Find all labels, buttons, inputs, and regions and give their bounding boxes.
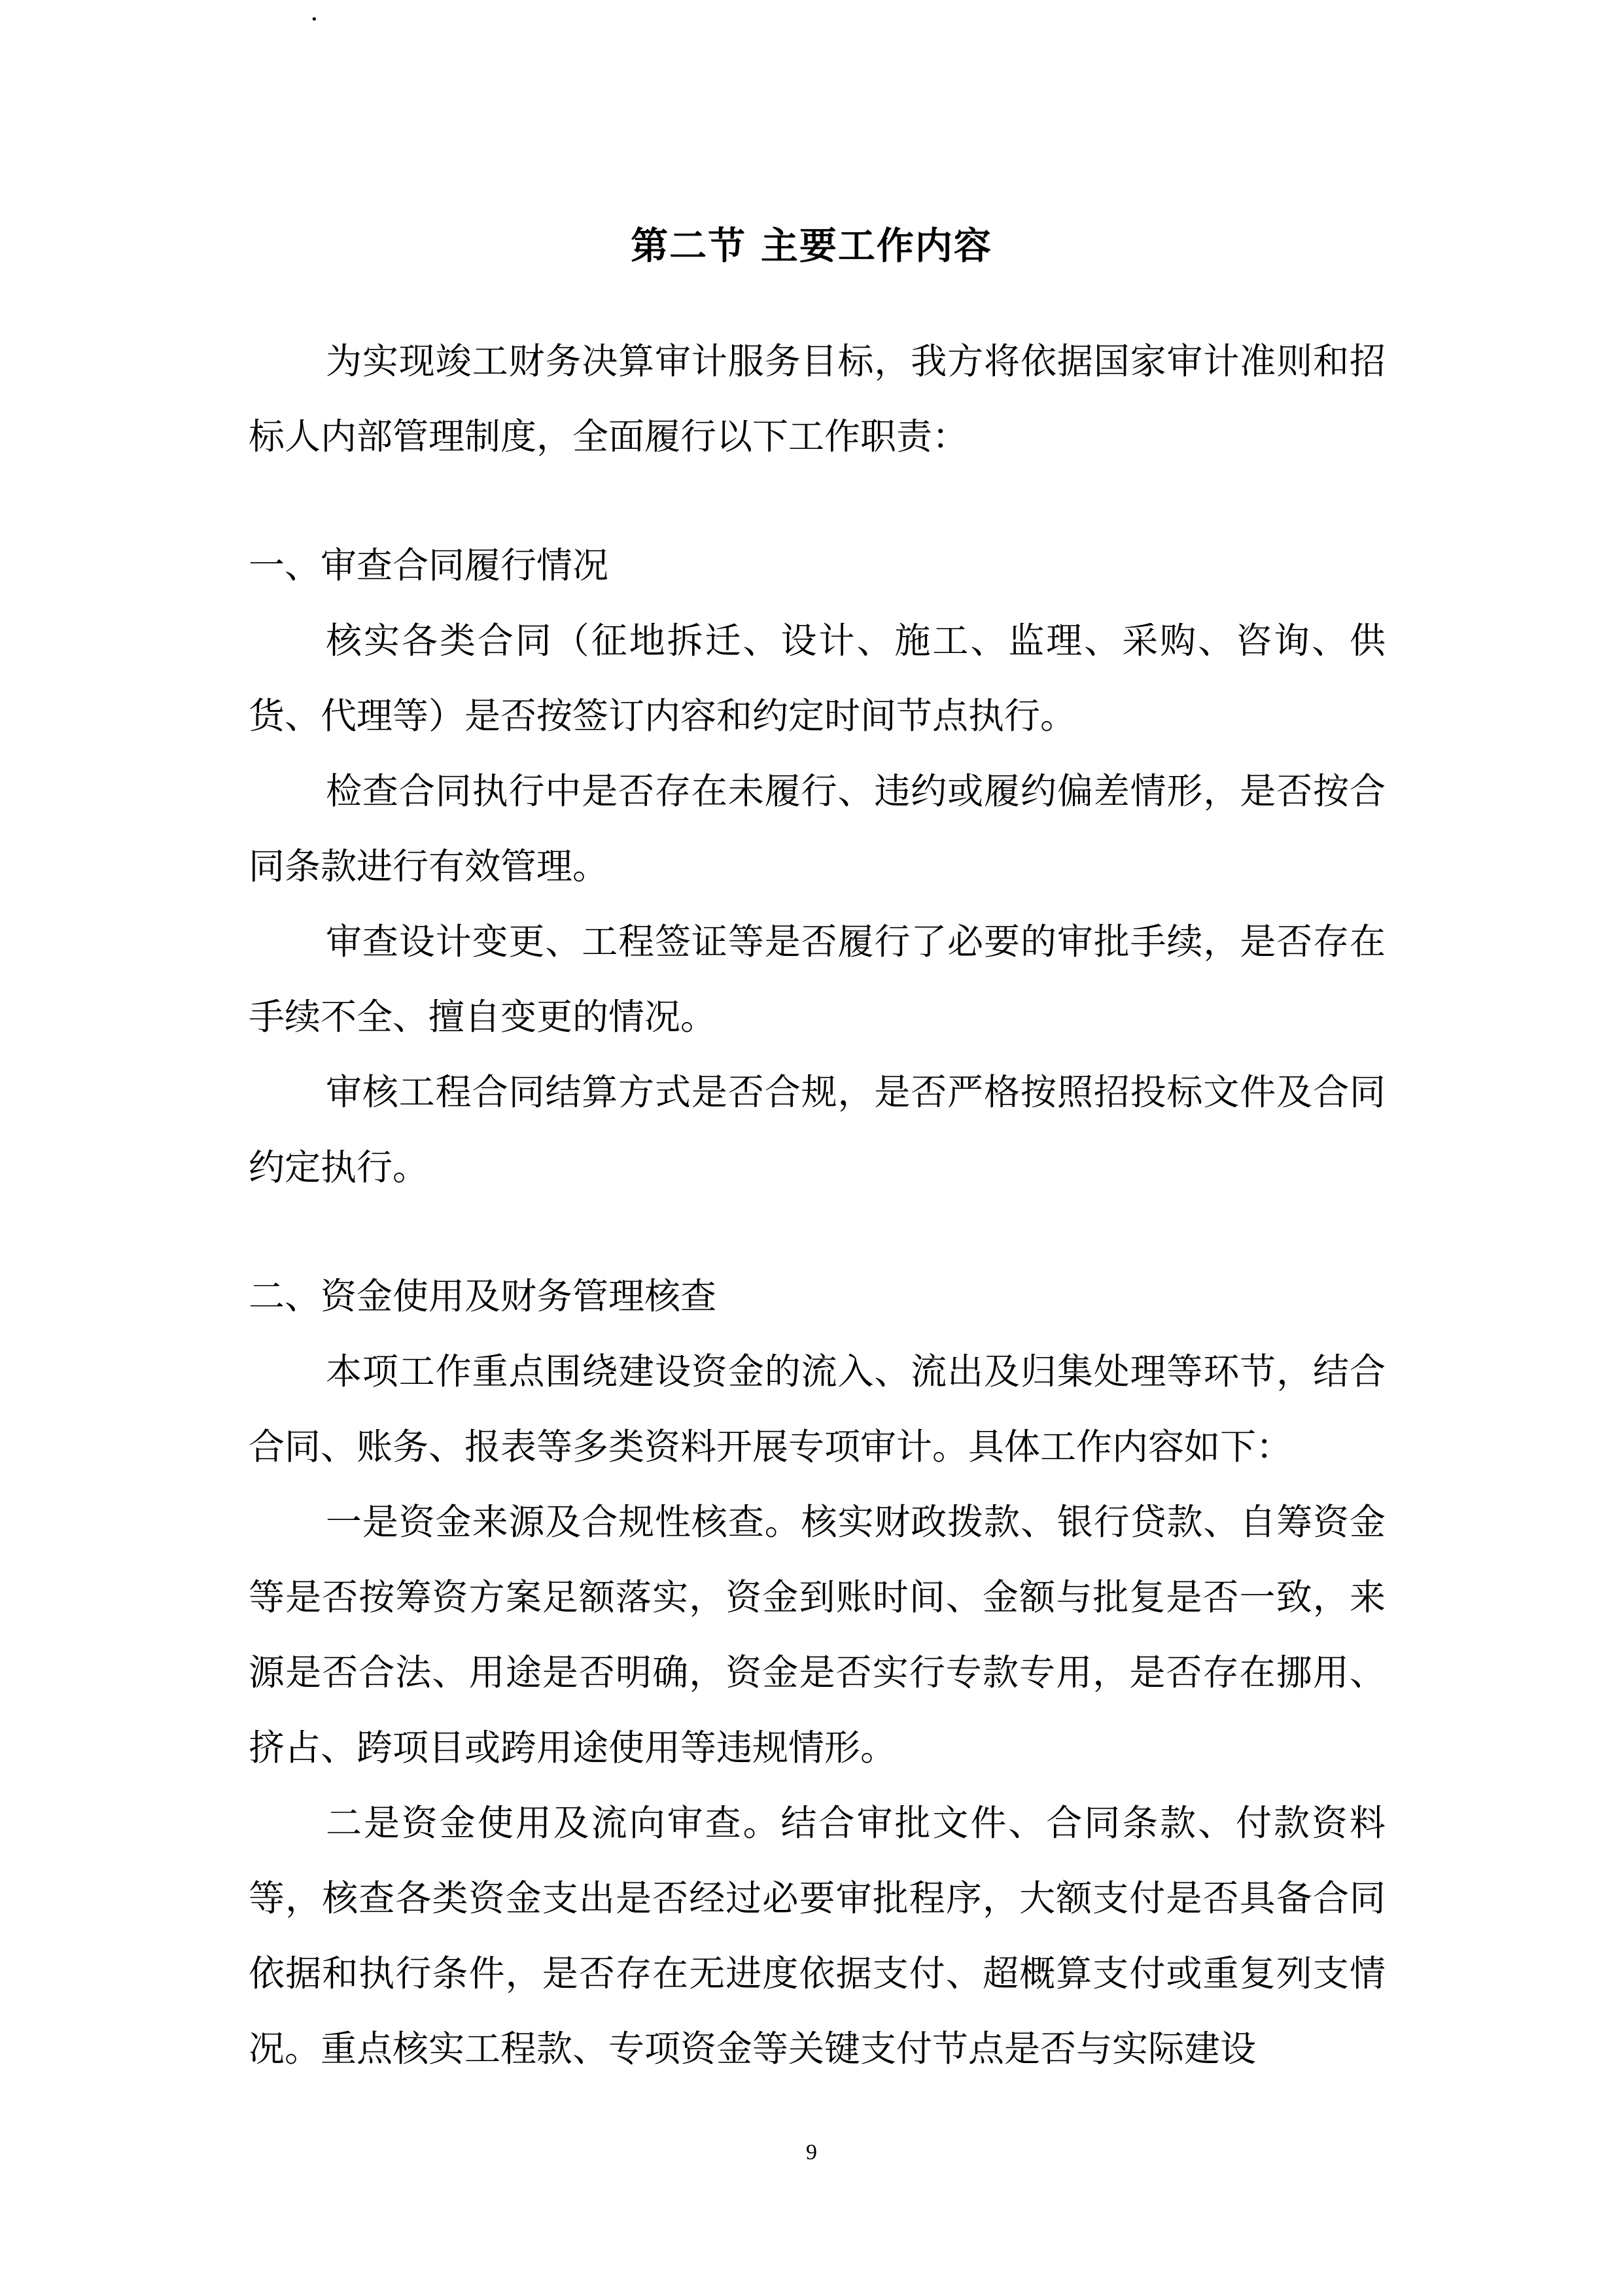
section-2-paragraph: 本项工作重点围绕建设资金的流入、流出及归集处理等环节，结合合同、账务、报表等多类资料开展专项审计。具体工作内容如下：	[249, 1351, 1386, 1468]
section-1-paragraph: 审查设计变更、工程签证等是否履行了必要的审批手续，是否存在手续不全、擅自变更的情况。	[249, 921, 1386, 1038]
section-2-paragraph: 一是资金来源及合规性核查。核实财政拨款、银行贷款、自筹资金等是否按筹资方案足额落实，资金到账时间、金额与批复是否一致，来源是否合法、用途是否明确，资金是否实行专款专用，是否存在挪用、挤占、跨项目或跨用途使用等违规情形。	[249, 1501, 1386, 1769]
spacer	[249, 1205, 1386, 1259]
section-1-heading: 一、审查合同履行情况	[249, 544, 609, 586]
section-1-paragraph: 检查合同执行中是否存在未履行、违约或履约偏差情形，是否按合同条款进行有效管理。	[249, 770, 1386, 887]
section-1-paragraph: 审核工程合同结算方式是否合规，是否严格按照招投标文件及合同约定执行。	[249, 1071, 1386, 1188]
document-body	[249, 324, 1386, 2087]
intro-paragraph: 为实现竣工财务决算审计服务目标，我方将依据国家审计准则和招标人内部管理制度，全面履行以下工作职责：	[249, 340, 1386, 457]
header-dot: ·	[310, 5, 319, 35]
section-2-paragraph: 二是资金使用及流向审查。结合审批文件、合同条款、付款资料等，核查各类资金支出是否经过必要审批程序，大额支付是否具备合同依据和执行条件，是否存在无进度依据支付、超概算支付或重复列支情况。重点核实工程款、专项资金等关键支付节点是否与实际建设	[249, 1802, 1386, 2070]
spacer	[249, 474, 1386, 528]
page-number: 9	[806, 2140, 817, 2164]
section-1-paragraph: 核实各类合同（征地拆迁、设计、施工、监理、采购、咨询、供货、代理等）是否按签订内容和约定时间节点执行。	[249, 620, 1386, 737]
section-title: 第二节 主要工作内容	[631, 224, 992, 268]
section-2-heading: 二、资金使用及财务管理核查	[249, 1275, 717, 1317]
